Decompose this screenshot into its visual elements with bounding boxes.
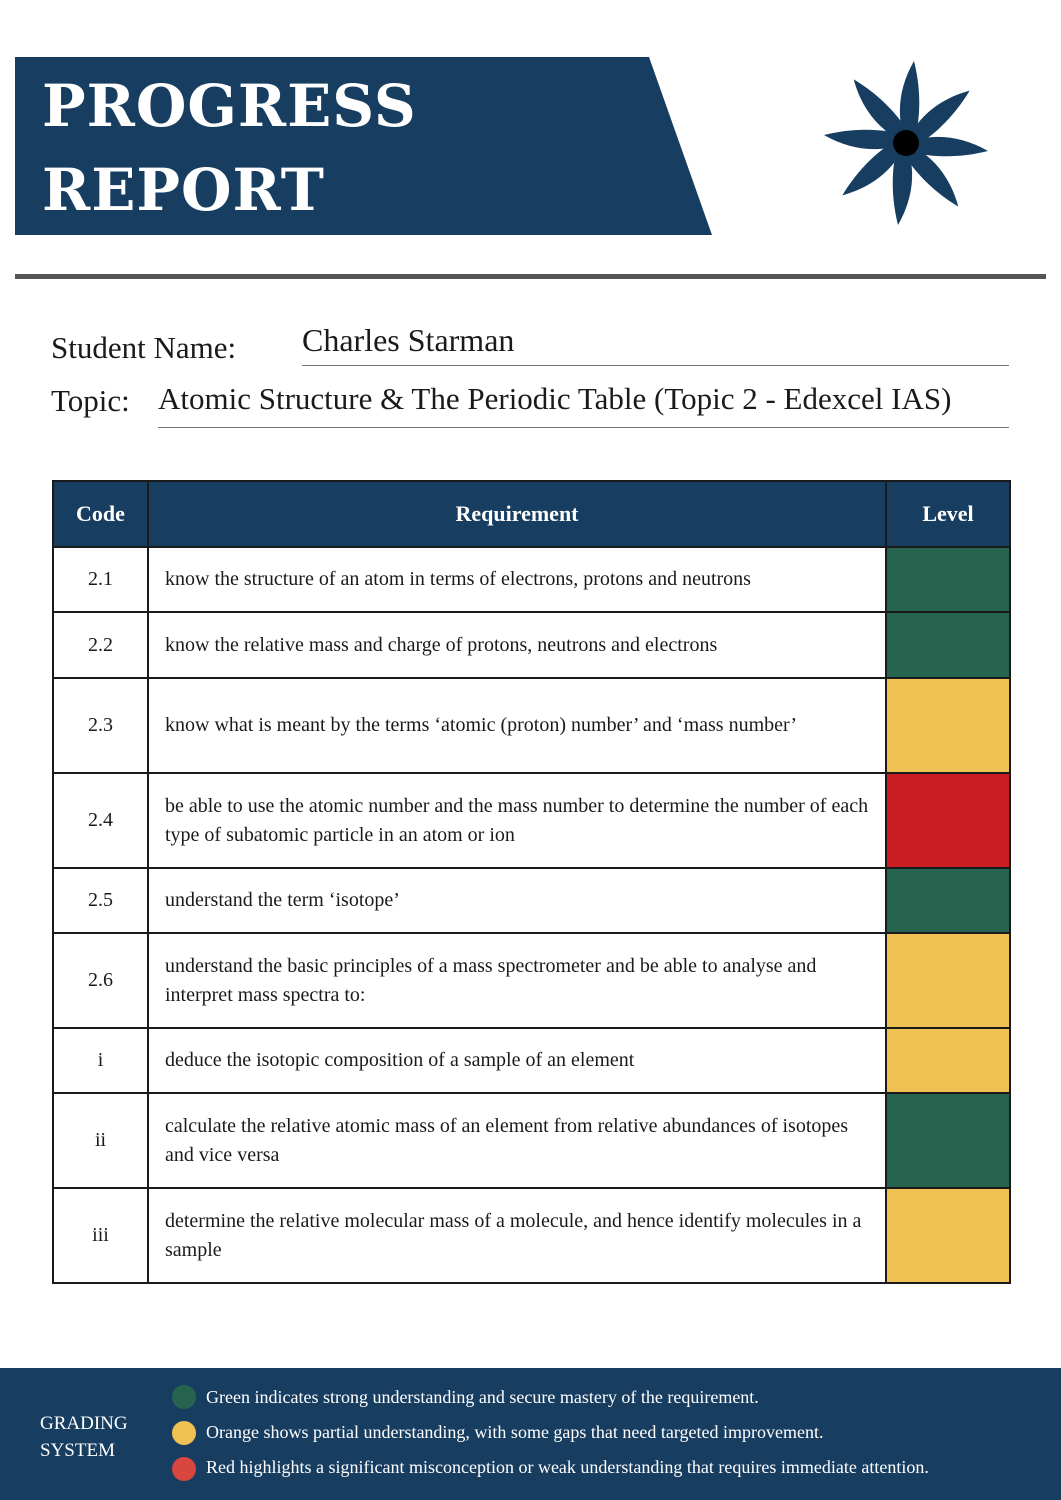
legend-green-text: Green indicates strong understanding and secure mastery of the requirement. [206, 1387, 759, 1407]
student-name-label: Student Name: [51, 330, 237, 365]
header-divider [15, 274, 1046, 279]
level-indicator [886, 612, 1010, 678]
requirement-code: 2.3 [53, 678, 148, 773]
table-row [53, 933, 1010, 1028]
level-indicator [886, 773, 1010, 868]
requirement-code: 2.1 [53, 547, 148, 612]
orange-dot-icon [172, 1421, 196, 1445]
requirement-code: ii [53, 1093, 148, 1188]
title-line-2: REPORT [42, 156, 325, 224]
requirement-code: 2.2 [53, 612, 148, 678]
requirement-text: understand the term ‘isotope’ [148, 868, 886, 933]
red-dot-icon [172, 1457, 196, 1481]
pinwheel-logo-icon [818, 55, 994, 231]
requirement-text: calculate the relative atomic mass of an element from relative abundances of isotopes and vice versa [148, 1093, 886, 1188]
table-row [53, 773, 1010, 868]
requirements-table [52, 480, 1011, 1284]
requirement-text: be able to use the atomic number and the mass number to determine the number of each type of subatomic particle in an atom or ion [148, 773, 886, 868]
level-indicator [886, 1028, 1010, 1093]
table-row [53, 612, 1010, 678]
topic-label: Topic: [51, 383, 130, 418]
requirement-text: understand the basic principles of a mass spectrometer and be able to analyse and interpret mass spectra to: [148, 933, 886, 1028]
requirement-code: 2.4 [53, 773, 148, 868]
level-column-header: Level [886, 481, 1010, 547]
table-row [53, 547, 1010, 612]
level-indicator [886, 547, 1010, 612]
grading-heading-line-2: SYSTEM [40, 1440, 115, 1461]
level-indicator [886, 678, 1010, 773]
requirement-text: know what is meant by the terms ‘atomic (proton) number’ and ‘mass number’ [148, 678, 886, 773]
requirement-text: know the structure of an atom in terms of electrons, protons and neutrons [148, 547, 886, 612]
student-name-value: Charles Starman [302, 322, 1009, 366]
requirement-text: deduce the isotopic composition of a sample of an element [148, 1028, 886, 1093]
legend-red-text: Red highlights a significant misconception or weak understanding that requires immediate attention. [206, 1457, 929, 1477]
table-row [53, 1028, 1010, 1093]
legend-orange-text: Orange shows partial understanding, with some gaps that need targeted improvement. [206, 1422, 824, 1442]
requirement-code: 2.6 [53, 933, 148, 1028]
table-row [53, 868, 1010, 933]
title-line-1: PROGRESS [42, 72, 417, 140]
table-row [53, 1188, 1010, 1283]
green-dot-icon [172, 1385, 196, 1409]
requirement-code: 2.5 [53, 868, 148, 933]
grading-system-heading [40, 1410, 128, 1464]
level-indicator [886, 868, 1010, 933]
report-title [42, 64, 417, 232]
requirement-code: i [53, 1028, 148, 1093]
topic-value: Atomic Structure & The Periodic Table (Topic 2 - Edexcel IAS) [158, 381, 1009, 428]
level-indicator [886, 933, 1010, 1028]
table-header-row [53, 481, 1010, 547]
requirement-text: know the relative mass and charge of protons, neutrons and electrons [148, 612, 886, 678]
requirement-code: iii [53, 1188, 148, 1283]
grading-heading-line-1: GRADING [40, 1413, 128, 1434]
table-row [53, 1093, 1010, 1188]
table-row [53, 678, 1010, 773]
requirement-column-header: Requirement [148, 481, 886, 547]
level-indicator [886, 1188, 1010, 1283]
requirement-text: determine the relative molecular mass of a molecule, and hence identify molecules in a sample [148, 1188, 886, 1283]
level-indicator [886, 1093, 1010, 1188]
code-column-header: Code [53, 481, 148, 547]
